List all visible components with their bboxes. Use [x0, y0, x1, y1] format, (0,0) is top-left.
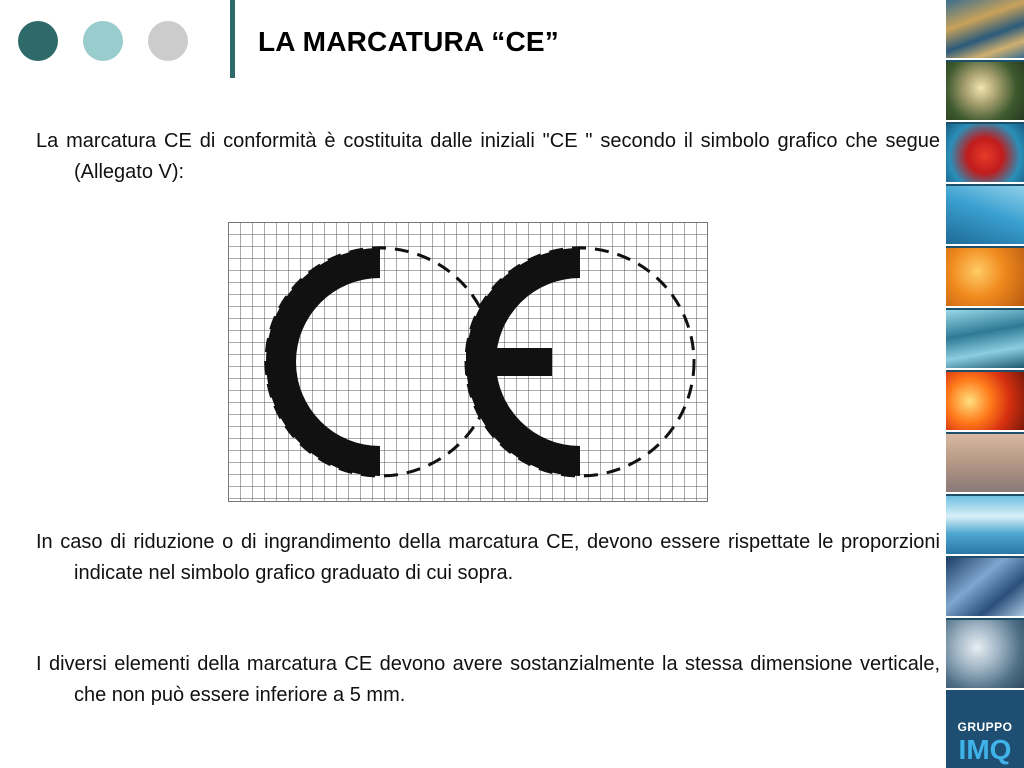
ce-mark-figure — [228, 222, 708, 502]
intro-paragraph: La marcatura CE di conformità è costituita dalle iniziali "CE " secondo il simbolo grafico che segue (Allegato V): — [36, 130, 940, 183]
photo-tile-water — [946, 186, 1024, 246]
photo-tile-metal — [946, 558, 1024, 618]
page-title: LA MARCATURA “CE” — [258, 26, 559, 57]
logo-gruppo-text: GRUPPO — [957, 720, 1013, 734]
photo-tile-fire — [946, 372, 1024, 432]
photo-sidebar — [946, 0, 1024, 768]
photo-tile-glass — [946, 310, 1024, 370]
photo-tile-orange — [946, 248, 1024, 308]
decor-dot-gray — [148, 21, 188, 61]
imq-logo — [946, 690, 1024, 768]
photo-tile-plant — [946, 62, 1024, 122]
decor-dot-dark — [18, 21, 58, 61]
photo-tile-cables — [946, 0, 1024, 60]
photo-tile-pipe — [946, 496, 1024, 556]
title-divider — [230, 0, 235, 78]
ce-letter-e-bar — [466, 348, 552, 376]
dimensions-paragraph: I diversi elementi della marcatura CE devono avere sostanzialmente la stessa dimensione verticale, che non può essere inferiore a 5 mm. — [36, 653, 940, 706]
photo-tile-toy — [946, 124, 1024, 184]
photo-tile-panel — [946, 434, 1024, 494]
proportions-paragraph: In caso di riduzione o di ingrandimento della marcatura CE, devono essere rispettate le proporzioni indicate nel simbolo grafico graduato di cui sopra. — [36, 531, 940, 584]
logo-imq-text: IMQ — [958, 734, 1012, 765]
decor-dot-light — [83, 21, 123, 61]
photo-tile-antennas — [946, 620, 1024, 690]
